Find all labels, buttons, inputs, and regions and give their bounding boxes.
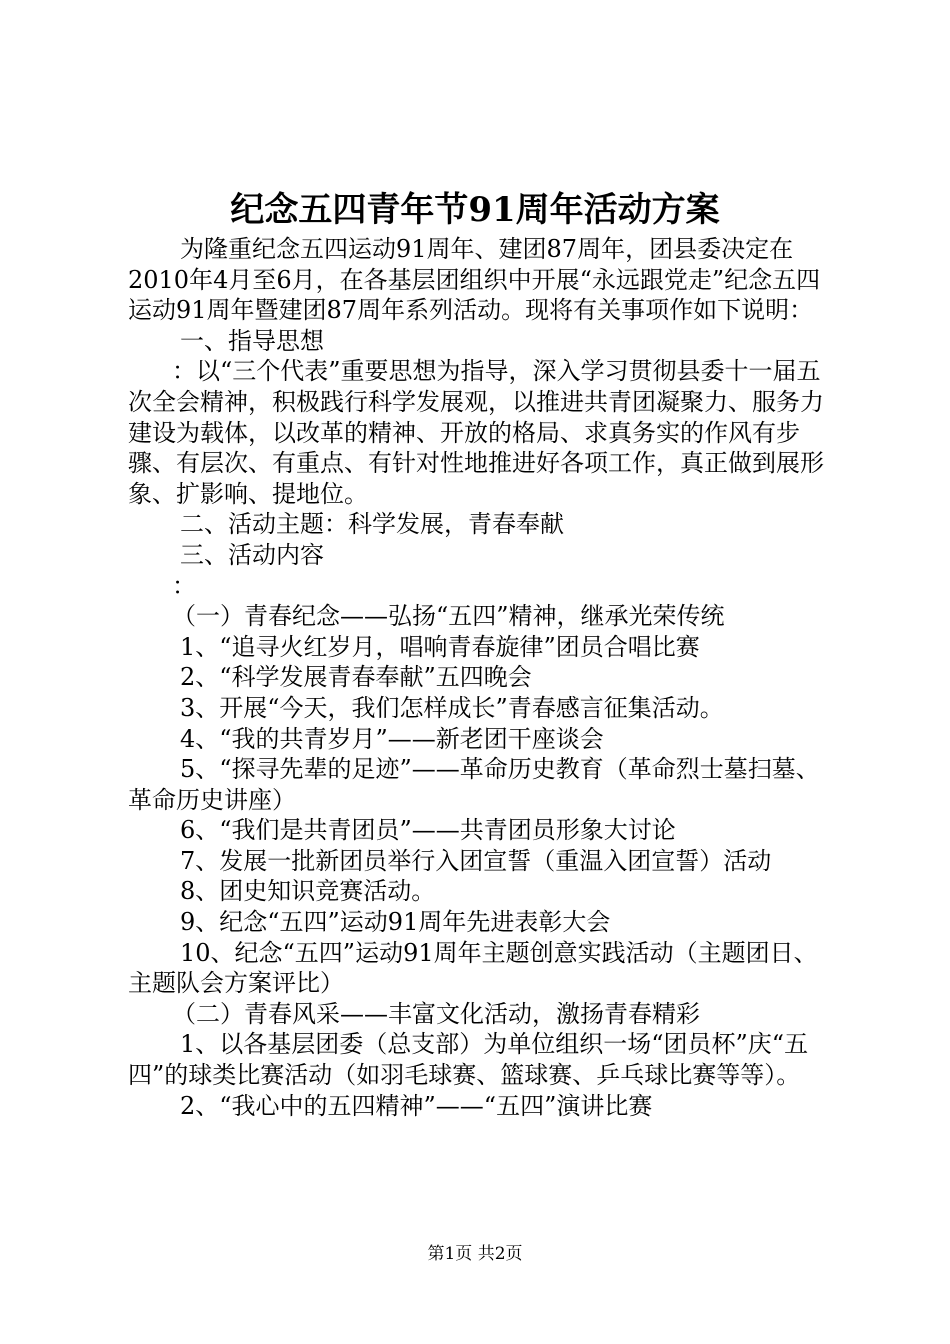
list-item: 9、纪念“五四”运动91周年先进表彰大会 bbox=[180, 908, 611, 937]
section-heading-1: 一、指导思想 bbox=[180, 326, 324, 355]
colon-line: ： bbox=[172, 571, 196, 600]
subsection-heading-1: （一）青春纪念——弘扬“五四”精神，继承光荣传统 bbox=[172, 602, 725, 631]
guiding-thought-paragraph: ：以“三个代表”重要思想为指导，深入学习贯彻县委十一届五次全会精神，积极践行科学发展观，以推进共青团凝聚力、服务力建设为载体，以改革的精神、开放的格局、求真务实的作风有步骤、有层次、有重点、有针对性地推进好各项工作，真正做到展形象、扩影响、提地位。 bbox=[128, 357, 824, 508]
list-item: 8、团史知识竞赛活动。 bbox=[180, 877, 436, 906]
intro-paragraph: 为隆重纪念五四运动91周年、建团87周年，团县委决定在2010年4月至6月，在各基层团组织中开展“永远跟党走”纪念五四运动91周年暨建团87周年系列活动。现将有关事项作如下说明： bbox=[128, 235, 821, 325]
list-item: 3、开展“今天，我们怎样成长”青春感言征集活动。 bbox=[180, 693, 724, 722]
list-item: 5、“探寻先辈的足迹”——革命历史教育（革命烈士墓扫墓、革命历史讲座） bbox=[128, 755, 820, 814]
section-heading-3: 三、活动内容 bbox=[180, 540, 324, 569]
document-title: 纪念五四青年节91周年活动方案 bbox=[230, 190, 720, 230]
document-body bbox=[128, 234, 828, 1121]
list-item: 1、“追寻火红岁月，唱响青春旋律”团员合唱比赛 bbox=[180, 632, 700, 661]
list-item: 2、“科学发展青春奉献”五四晚会 bbox=[180, 663, 532, 692]
list-item: 10、纪念“五四”运动91周年主题创意实践活动（主题团日、主题队会方案评比） bbox=[128, 938, 818, 998]
section-heading-2: 二、活动主题：科学发展，青春奉献 bbox=[180, 510, 564, 539]
list-item: 7、发展一批新团员举行入团宣誓（重温入团宣誓）活动 bbox=[180, 846, 772, 875]
list-item: 6、“我们是共青团员”——共青团员形象大讨论 bbox=[180, 816, 676, 845]
page-number-footer: 第1页 共2页 bbox=[427, 1244, 523, 1264]
list-item: 1、以各基层团委（总支部）为单位组织一场“团员杯”庆“五四”的球类比赛活动（如羽毛球赛、篮球赛、乒乓球比赛等等）。 bbox=[128, 1030, 809, 1090]
subsection-heading-2: （二）青春风采——丰富文化活动，激扬青春精彩 bbox=[172, 999, 700, 1028]
list-item: 2、“我心中的五四精神”——“五四”演讲比赛 bbox=[180, 1091, 653, 1120]
list-item: 4、“我的共青岁月”——新老团干座谈会 bbox=[180, 724, 604, 753]
